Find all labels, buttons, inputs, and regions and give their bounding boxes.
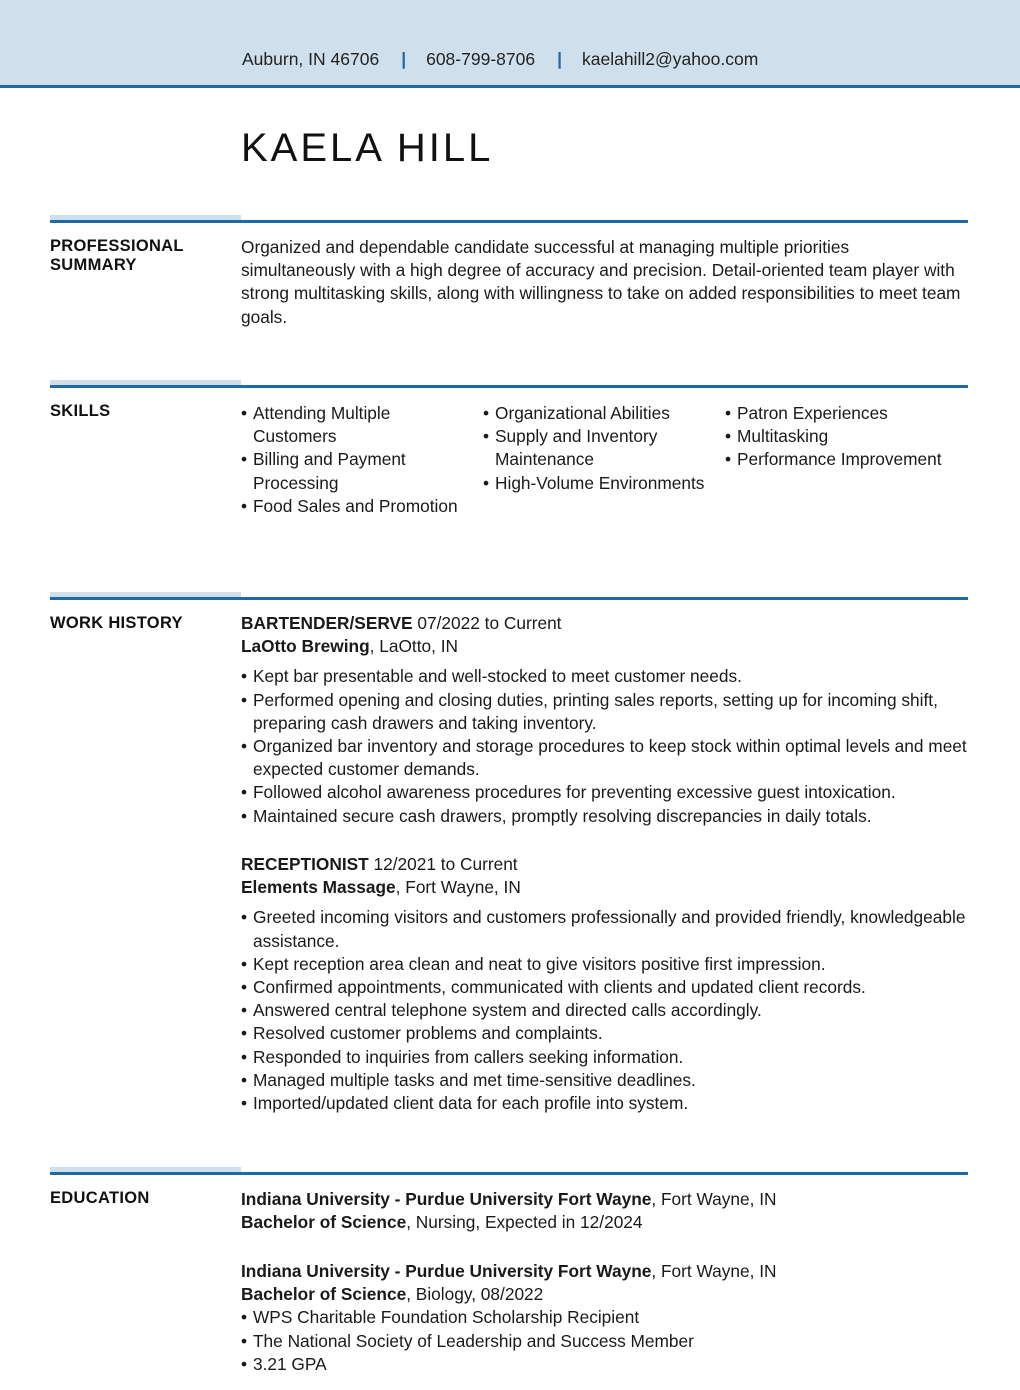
job-bullet: • Greeted incoming visitors and customers professionally and provided friendly, knowledgeable assistance. (241, 906, 968, 952)
work-history-section (50, 592, 968, 1132)
job-bullet: • Maintained secure cash drawers, promptly resolving discrepancies in daily totals. (241, 805, 968, 828)
section-rule (50, 1172, 968, 1175)
job-bullet: • Kept reception area clean and neat to give visitors positive first impression. (241, 953, 968, 976)
job-location: , Fort Wayne, IN (395, 877, 521, 898)
contact-phone: 608-799-8706 (426, 49, 536, 69)
job-role: BARTENDER/SERVE (241, 613, 413, 633)
contact-line (242, 48, 758, 70)
education-bullet: • 3.21 GPA (241, 1353, 968, 1376)
skill-item: • Organizational Abilities (483, 402, 718, 425)
summary-title (50, 237, 184, 275)
education-location: , Fort Wayne, IN (651, 1261, 777, 1281)
job-title-line (241, 612, 968, 635)
education-bullets (241, 1306, 968, 1376)
education-degree: Bachelor of Science (241, 1284, 407, 1305)
job-bullet: • Answered central telephone system and directed calls accordingly. (241, 999, 968, 1022)
education-detail: , Biology, 08/2022 (406, 1284, 544, 1305)
education-title: EDUCATION (50, 1189, 150, 1207)
education-degree: Bachelor of Science (241, 1212, 407, 1233)
job-company: LaOtto Brewing (241, 636, 370, 657)
contact-separator: | (557, 49, 562, 69)
job-bullet: • Followed alcohol awareness procedures for preventing excessive guest intoxication. (241, 781, 968, 804)
skills-column-3 (725, 402, 968, 472)
job-bullets (241, 665, 968, 827)
education-entry (241, 1260, 968, 1376)
education-bullet: • The National Society of Leadership and Success Member (241, 1330, 968, 1353)
header-band (0, 0, 1020, 88)
education-school-line (241, 1260, 968, 1283)
contact-location: Auburn, IN 46706 (242, 49, 380, 69)
job-dates: 07/2022 to Current (412, 613, 562, 633)
education-location: , Fort Wayne, IN (651, 1189, 777, 1209)
section-rule (50, 597, 968, 600)
summary-title-line1: PROFESSIONAL (50, 237, 184, 255)
skill-item: • Supply and Inventory Maintenance (483, 425, 718, 471)
education-degree-line (241, 1211, 968, 1234)
skill-item: • Patron Experiences (725, 402, 968, 425)
skills-column-1 (241, 402, 476, 518)
job-entry (241, 853, 968, 1115)
skill-item: • Attending Multiple Customers (241, 402, 476, 448)
summary-title-line2: SUMMARY (50, 256, 137, 274)
education-bullet: • WPS Charitable Foundation Scholarship Recipient (241, 1306, 968, 1329)
section-rule (50, 220, 968, 223)
job-bullet: • Resolved customer problems and complaints. (241, 1022, 968, 1045)
summary-section (50, 215, 968, 335)
job-bullet: • Confirmed appointments, communicated with clients and updated client records. (241, 976, 968, 999)
education-school-line (241, 1188, 968, 1211)
skills-section (50, 380, 968, 550)
education-school: Indiana University - Purdue University Fort Wayne (241, 1261, 652, 1281)
education-section (50, 1167, 968, 1382)
job-dates: 12/2021 to Current (368, 854, 518, 874)
job-bullet: • Responded to inquiries from callers seeking information. (241, 1046, 968, 1069)
candidate-name: KAELA HILL (241, 126, 494, 170)
job-location: , LaOtto, IN (369, 636, 459, 657)
job-bullet: • Imported/updated client data for each profile into system. (241, 1092, 968, 1115)
skill-item: • High-Volume Environments (483, 472, 718, 495)
skills-column-2 (483, 402, 718, 495)
job-title-line (241, 853, 968, 876)
section-rule (50, 385, 968, 388)
work-history-title: WORK HISTORY (50, 614, 183, 632)
contact-email[interactable]: kaelahill2@yahoo.com (581, 49, 759, 69)
job-bullets (241, 906, 968, 1115)
skill-item: • Billing and Payment Processing (241, 448, 476, 494)
education-school: Indiana University - Purdue University Fort Wayne (241, 1189, 652, 1209)
job-company-line (241, 635, 968, 658)
job-entry (241, 612, 968, 828)
job-bullet: • Kept bar presentable and well-stocked to meet customer needs. (241, 665, 968, 688)
contact-separator: | (401, 49, 407, 69)
job-bullet: • Performed opening and closing duties, printing sales reports, setting up for incoming shift, preparing cash drawers and taking inventory. (241, 689, 968, 735)
job-bullet: • Organized bar inventory and storage procedures to keep stock within optimal levels and meet expected customer demands. (241, 735, 968, 781)
skill-item: • Performance Improvement (725, 448, 968, 471)
skill-item: • Multitasking (725, 425, 968, 448)
education-degree-line (241, 1283, 968, 1306)
job-role: RECEPTIONIST (241, 854, 369, 874)
job-company: Elements Massage (241, 877, 396, 898)
job-company-line (241, 876, 968, 899)
job-bullet: • Managed multiple tasks and met time-sensitive deadlines. (241, 1069, 968, 1092)
skill-item: • Food Sales and Promotion (241, 495, 476, 518)
education-detail: , Nursing, Expected in 12/2024 (406, 1212, 643, 1233)
education-entry (241, 1188, 968, 1234)
skills-title: SKILLS (50, 402, 111, 420)
summary-text: Organized and dependable candidate successful at managing multiple priorities simultaneously with a high degree of accuracy and precision. Detail-oriented team player with strong multitasking skills, along with willingness to take on added responsibilities to meet team goals. (241, 237, 961, 327)
